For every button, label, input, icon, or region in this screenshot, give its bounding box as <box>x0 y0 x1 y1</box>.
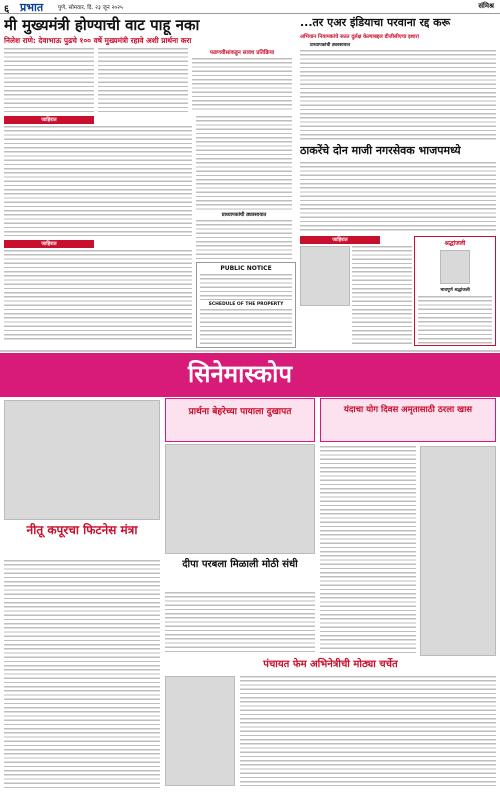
left-head: नीतू कपूरचा फिटनेस मंत्रा <box>26 523 138 537</box>
public-notice-body <box>200 274 292 300</box>
masthead <box>0 0 500 14</box>
obit-head: भावपूर्ण श्रद्धांजली <box>440 288 470 293</box>
story1-body-left <box>4 48 94 112</box>
pink-head-box <box>165 398 315 442</box>
mid-head: दीपा परबला मिळाली मोठी संधी <box>182 559 298 570</box>
bottom-photo <box>165 676 235 786</box>
left-photo <box>4 400 160 520</box>
column-text-4 <box>4 250 192 342</box>
brand-logo: प्रभात <box>20 1 44 14</box>
ad-tag-1: जाहिरात <box>4 116 94 124</box>
box-head-2: प्राध्यापकांची ठ्यवसायात <box>221 212 267 218</box>
pink-head: प्रार्थना बेहरेच्या पायाला दुखापत <box>188 407 292 417</box>
right-photo <box>420 446 496 656</box>
cinema-band <box>0 353 500 397</box>
story2-subhead: अभियान नियामकांचे सतत दुर्लक्ष केल्याबद्दल डीजीसीएचा इशारा <box>300 34 419 40</box>
bottom-body <box>240 676 496 786</box>
ad-tag-3: जाहिरात <box>300 236 380 244</box>
right-head: यंदाचा योग दिवस अमृतासाठी ठरला खास <box>343 405 473 415</box>
column-text-2 <box>196 116 292 212</box>
center-photo <box>165 444 315 554</box>
obit-title: श्रद्धांजली <box>444 240 466 247</box>
story1-box-head: फडणवीसांकडून सावध प्रतिक्रिया <box>209 50 275 56</box>
page-number: ६ <box>4 4 10 15</box>
obit-body <box>418 296 492 346</box>
story2-headline: ...तर एअर इंडियाचा परवाना रद्द करू <box>300 16 451 29</box>
obit-photo <box>440 250 470 284</box>
public-notice <box>196 262 296 348</box>
section-label: संमिश्र <box>478 2 494 10</box>
ad-tag-2: जाहिरात <box>4 240 94 248</box>
right-head-box <box>320 398 496 442</box>
story3-headline: ठाकरेंचे दोन माजी नगरसेवक भाजपमध्ये <box>300 144 461 157</box>
section-divider <box>0 350 500 352</box>
story1-body-right <box>192 58 292 112</box>
mid-body <box>165 592 315 652</box>
story2-box-head: प्राध्यापकांची ठ्यवसायात <box>309 43 351 48</box>
left-body <box>4 560 160 790</box>
ad-text <box>352 246 412 346</box>
story1-headline: मी मुख्यमंत्री होण्याची वाट पाहू नका <box>4 16 200 34</box>
story3-body <box>300 162 496 232</box>
public-notice-subtitle: SCHEDULE OF THE PROPERTY <box>208 302 284 307</box>
date-line: पुणे, सोमवार, दि. २३ जून २०२५ <box>58 5 123 11</box>
public-notice-schedule <box>200 309 292 347</box>
right-body <box>320 446 416 656</box>
column-text-3 <box>196 220 292 260</box>
ad-photo <box>300 246 350 306</box>
cinema-band-title: सिनेमास्कोप <box>188 360 292 388</box>
story2-body <box>300 50 496 140</box>
public-notice-title: PUBLIC NOTICE <box>220 265 272 272</box>
obit-box <box>414 236 496 346</box>
column-text-1 <box>4 126 192 236</box>
story1-body-mid <box>98 48 188 112</box>
bottom-head: पंचायत फेम अभिनेत्रीची मोठ्या चर्चेत <box>263 659 398 670</box>
story1-subhead: निलेश राणे: देवाभाऊ पुढचे १०० वर्षे मुख्यमंत्री रहावे अशी प्रार्थना करा <box>4 36 192 45</box>
